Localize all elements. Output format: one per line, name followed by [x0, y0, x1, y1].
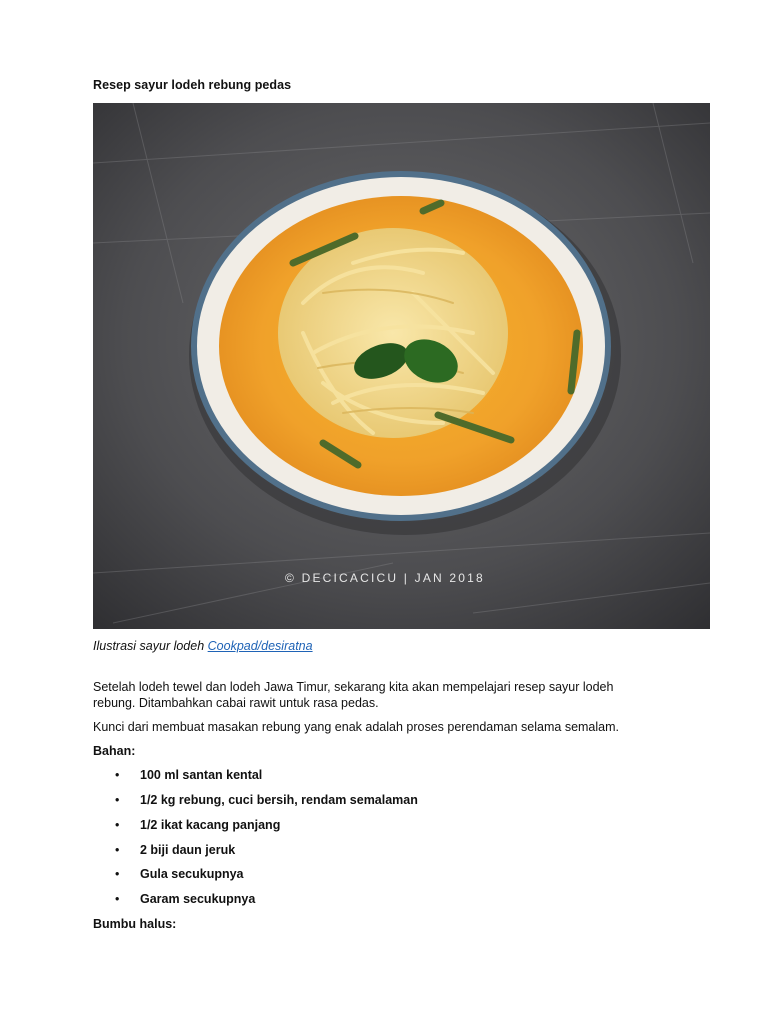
photo-watermark: © DECICACICU | JAN 2018	[285, 571, 485, 585]
list-item	[0, 818, 768, 836]
list-item-text: Gula secukupnya	[140, 867, 244, 881]
caption-text: Ilustrasi sayur lodeh	[93, 639, 208, 653]
list-item-text: 100 ml santan kental	[140, 768, 263, 782]
bullet-icon: •	[115, 818, 120, 832]
bullet-icon: •	[115, 843, 120, 857]
caption-link[interactable]: Cookpad/desiratna	[207, 639, 313, 653]
food-photo	[93, 103, 710, 629]
tip-paragraph: Kunci dari membuat masakan rebung yang enak adalah proses perendaman selama semalam.	[93, 720, 619, 734]
list-item-text: 1/2 kg rebung, cuci bersih, rendam semalaman	[140, 793, 418, 807]
bullet-icon: •	[115, 867, 120, 881]
photo-caption	[93, 639, 313, 653]
list-item-text: 2 biji daun jeruk	[140, 843, 236, 857]
bullet-icon: •	[115, 768, 120, 782]
bahan-heading: Bahan:	[93, 744, 136, 758]
list-item	[0, 793, 768, 811]
bumbu-heading: Bumbu halus:	[93, 917, 177, 931]
list-item	[0, 768, 768, 786]
list-item	[0, 867, 768, 885]
list-item	[0, 892, 768, 910]
list-item-text: Garam secukupnya	[140, 892, 256, 906]
bullet-icon: •	[115, 793, 120, 807]
list-item	[0, 843, 768, 861]
recipe-title: Resep sayur lodeh rebung pedas	[93, 78, 292, 92]
bullet-icon: •	[115, 892, 120, 906]
list-item-text: 1/2 ikat kacang panjang	[140, 818, 281, 832]
intro-paragraph: Setelah lodeh tewel dan lodeh Jawa Timur, sekarang kita akan mempelajari resep sayur lodeh rebung. Ditambahkan cabai rawit untuk rasa pedas.	[93, 680, 614, 710]
